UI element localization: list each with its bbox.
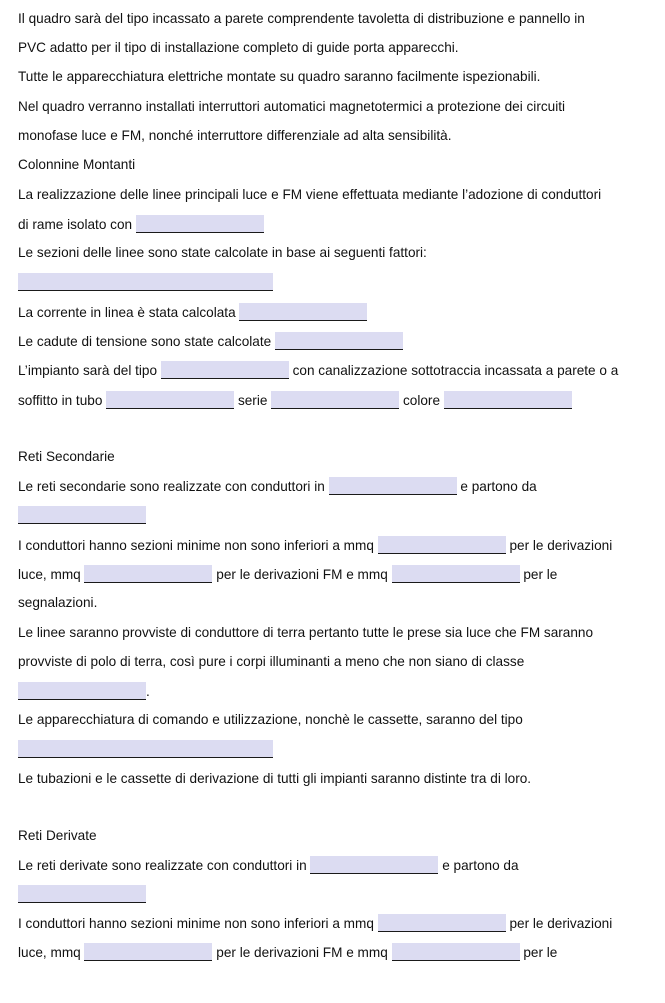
text-span: Le apparecchiatura di comando e utilizzazione, nonchè le cassette, saranno del tipo xyxy=(18,712,523,727)
text-span: con canalizzazione sottotraccia incassata a parete o a xyxy=(292,363,619,378)
fill-in-field-light-mmq[interactable] xyxy=(84,565,212,583)
fill-in-field-cable-insulation[interactable] xyxy=(136,215,264,233)
text-span: Tutte le apparecchiatura elettriche montate su quadro saranno facilmente ispezionabili. xyxy=(18,69,541,84)
paragraph-line xyxy=(18,68,540,86)
text-span: L’impianto sarà del tipo xyxy=(18,363,158,378)
text-span: per le xyxy=(523,567,558,582)
text-span: soffitto in tubo xyxy=(18,393,103,408)
paragraph-line xyxy=(18,361,618,380)
text-span: Le reti secondarie sono realizzate con conduttori in xyxy=(18,479,325,494)
fill-in-field-line-current[interactable] xyxy=(239,303,367,321)
text-span: per le derivazioni FM e mmq xyxy=(216,945,388,960)
heading-text: Colonnine Montanti xyxy=(18,157,136,172)
paragraph-line xyxy=(18,186,601,204)
paragraph-line xyxy=(18,477,537,496)
fill-in-field-derived-light-mmq[interactable] xyxy=(84,943,212,961)
fill-in-field-origin[interactable] xyxy=(18,506,146,524)
text-span: Le sezioni delle linee sono state calcolate in base ai seguenti fattori: xyxy=(18,245,427,260)
paragraph-line xyxy=(18,653,524,671)
text-span: La realizzazione delle linee principali luce e FM viene effettuata mediante l’adozione di conduttori xyxy=(18,187,602,202)
paragraph-line xyxy=(18,127,451,145)
fill-in-field-conductor-type[interactable] xyxy=(329,477,457,495)
paragraph-line xyxy=(18,914,612,933)
text-span: Le linee saranno provviste di conduttore di terra pertanto tutte le prese sia luce che FM saranno xyxy=(18,625,594,640)
text-span: segnalazioni. xyxy=(18,595,98,610)
paragraph-line xyxy=(18,98,565,116)
text-span: Le reti derivate sono realizzate con conduttori in xyxy=(18,858,307,873)
text-span: I conduttori hanno sezioni minime non sono inferiori a mmq xyxy=(18,916,374,931)
text-span: I conduttori hanno sezioni minime non sono inferiori a mmq xyxy=(18,538,374,553)
fill-in-field-calculation-factors[interactable] xyxy=(18,273,273,291)
text-span: Nel quadro verranno installati interruttori automatici magnetotermici a protezione dei circuiti xyxy=(18,99,566,114)
paragraph-line xyxy=(18,391,572,410)
paragraph-line xyxy=(18,303,367,322)
fill-in-field-voltage-drop[interactable] xyxy=(275,332,403,350)
paragraph-line xyxy=(18,10,585,28)
text-span: per le xyxy=(523,945,558,960)
paragraph-line xyxy=(18,885,146,904)
text-span: monofase luce e FM, nonché interruttore differenziale ad alta sensibilità. xyxy=(18,128,452,143)
fill-in-field-derived-origin[interactable] xyxy=(18,885,146,903)
text-span: provviste di polo di terra, così pure i corpi illuminanti a meno che non siano di classe xyxy=(18,654,525,669)
text-span: Le tubazioni e le cassette di derivazione di tutti gli impianti saranno distinte tra di loro. xyxy=(18,771,532,786)
text-span: per le derivazioni xyxy=(509,916,613,931)
text-span: di rame isolato con xyxy=(18,217,133,232)
text-span: serie xyxy=(237,393,268,408)
text-span: PVC adatto per il tipo di installazione completo di guide porta apparecchi. xyxy=(18,40,459,55)
text-span: La corrente in linea è stata calcolata xyxy=(18,305,236,320)
heading-text: Reti Secondarie xyxy=(18,449,115,464)
fill-in-field-signal-mmq[interactable] xyxy=(392,565,520,583)
text-span: luce, mmq xyxy=(18,945,81,960)
paragraph-line xyxy=(18,624,593,642)
paragraph-line xyxy=(18,244,427,262)
paragraph-line xyxy=(18,215,264,234)
paragraph-line xyxy=(18,332,403,351)
paragraph-line xyxy=(18,39,459,57)
text-span: luce, mmq xyxy=(18,567,81,582)
paragraph-line xyxy=(18,740,273,759)
text-span: colore xyxy=(402,393,441,408)
paragraph-line xyxy=(18,594,97,612)
text-span: e partono da xyxy=(460,479,537,494)
paragraph-line xyxy=(18,565,557,584)
paragraph-line xyxy=(18,856,519,875)
section-heading-colonnine xyxy=(18,156,135,174)
fill-in-field-system-type[interactable] xyxy=(161,361,289,379)
text-span: Le cadute di tensione sono state calcolate xyxy=(18,334,272,349)
paragraph-line xyxy=(18,711,523,729)
paragraph-line xyxy=(18,536,612,555)
paragraph-line xyxy=(18,770,531,788)
heading-text: Reti Derivate xyxy=(18,828,97,843)
fill-in-field-series[interactable] xyxy=(271,391,399,409)
fill-in-field-tube[interactable] xyxy=(106,391,234,409)
text-span: . xyxy=(146,684,150,699)
fill-in-field-derived-section[interactable] xyxy=(378,914,506,932)
fill-in-field-derived-signal-mmq[interactable] xyxy=(392,943,520,961)
text-span: e partono da xyxy=(442,858,519,873)
fill-in-field-section-mmq[interactable] xyxy=(378,536,506,554)
paragraph-line xyxy=(18,273,273,292)
fill-in-field-class[interactable] xyxy=(18,682,146,700)
section-heading-reti-secondarie xyxy=(18,448,115,466)
paragraph-line xyxy=(18,506,146,525)
text-span: per le derivazioni xyxy=(509,538,613,553)
section-heading-reti-derivate xyxy=(18,827,97,845)
paragraph-line xyxy=(18,943,557,962)
fill-in-field-equipment-type[interactable] xyxy=(18,740,273,758)
text-span: Il quadro sarà del tipo incassato a parete comprendente tavoletta di distribuzione e pannello in xyxy=(18,11,585,26)
paragraph-line xyxy=(18,682,150,701)
text-span: per le derivazioni FM e mmq xyxy=(216,567,388,582)
fill-in-field-color[interactable] xyxy=(444,391,572,409)
fill-in-field-derived-conductor[interactable] xyxy=(310,856,438,874)
